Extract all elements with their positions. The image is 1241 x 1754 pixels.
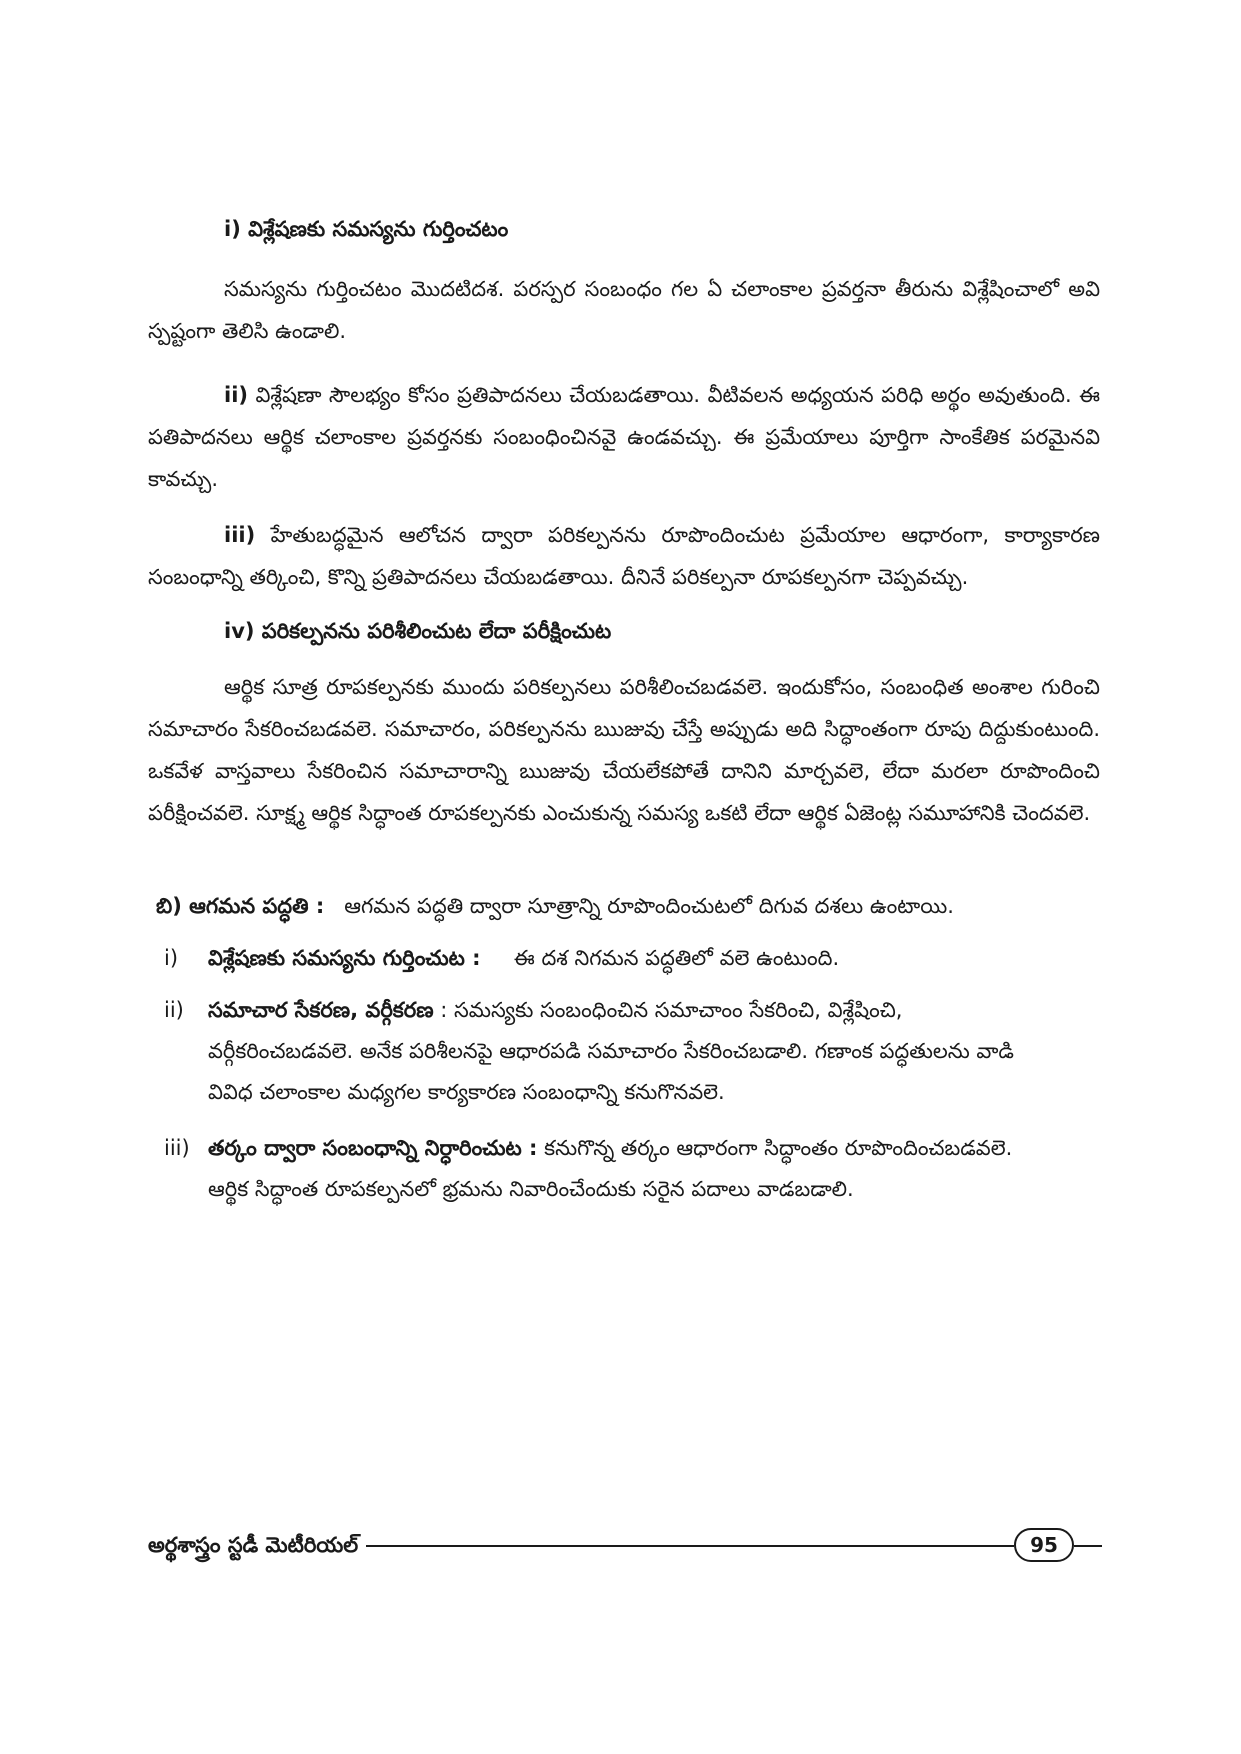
section-iii-paragraph [148, 514, 1100, 598]
section-iv-heading: iv) పరికల్పనను పరిశీలించుట లేదా పరీక్షించుట [224, 619, 612, 643]
step-2-lead: సమాచార సేకరణ, వర్గీకరణ [208, 998, 434, 1022]
step-1-lead: విశ్లేషణకు సమస్యను గుర్తించుట : [208, 946, 481, 970]
section-b-lead: బి) ఆగమన పద్ధతి : [156, 894, 325, 918]
step-1-body: ఈ దశ నిగమన పద్ధతిలో వలె ఉంటుంది. [513, 946, 840, 970]
section-i-heading: i) విశ్లేషణకు సమస్యను గుర్తించటం [224, 217, 509, 241]
step-3-number: iii) [164, 1136, 190, 1160]
section-iii-body: హేతుబద్ధమైన ఆలోచన ద్వారా పరికల్పనను రూపొందించుట ప్రమేయాల ఆధారంగా, కార్యాకారణ సంబంధాన్ని తర్కించి, కొన్ని ప్రతిపాదనలు చేయబడతాయి. దీనినే పరికల్పనా రూపకల్పనగా చెప్పవచ్చు. [148, 523, 1100, 589]
section-i-paragraph [148, 268, 1100, 352]
step-3 [164, 1128, 1064, 1210]
section-ii-lead: ii) [224, 383, 248, 407]
section-ii-body: విశ్లేషణా సౌలభ్యం కోసం ప్రతిపాదనలు చేయబడతాయి. వీటివలన అధ్యయన పరిధి అర్థం అవుతుంది. ఈ పతిపాదనలు ఆర్థిక చలాంకాల ప్రవర్తనకు సంబంధించినవై ఉండవచ్చు. ఈ ప్రమేయాలు పూర్తిగా సాంకేతిక పరమైనవి కావచ్చు. [148, 383, 1100, 491]
step-3-body: కనుగొన్న తర్కం ఆధారంగా సిద్ధాంతం రూపొందించబడవలె. ఆర్థిక సిద్ధాంత రూపకల్పనలో భ్రమను నివారించేందుకు సరైన పదాలు వాడబడాలి. [208, 1136, 1013, 1201]
section-ii-paragraph [148, 374, 1100, 500]
section-iv-body: ఆర్థిక సూత్ర రూపకల్పనకు ముందు పరికల్పనలు పరిశీలించబడవలె. ఇందుకోసం, సంబంధిత అంశాల గురించి సమాచారం సేకరించబడవలె. సమాచారం, పరికల్పనను ఋజువు చేస్తే అప్పుడు అది సిద్ధాంతంగా రూపు దిద్దుకుంటుంది. ఒకవేళ వాస్తవాలు సేకరించిన సమాచారాన్ని ఋజువు చేయలేకపోతే దానిని మార్చవలె, లేదా మరలా రూపొందించి పరీక్షించవలె. సూక్ష్మ ఆర్థిక సిద్ధాంత రూపకల్పనకు ఎంచుకున్న సమస్య ఒకటి లేదా ఆర్థిక ఏజెంట్ల సమూహానికి చెందవలె. [148, 675, 1100, 825]
page-number: 95 [1014, 1528, 1074, 1562]
footer-rule-end [1074, 1545, 1102, 1547]
footer-title: అర్థశాస్త్రం స్టడీ మెటీరియల్ [148, 1533, 359, 1557]
footer-rule [366, 1545, 1014, 1547]
section-iv-paragraph [148, 666, 1100, 834]
section-b-line [156, 886, 1096, 927]
section-b-body: ఆగమన పద్ధతి ద్వారా సూత్రాన్ని రూపొందించుటలో దిగువ దశలు ఉంటాయి. [344, 894, 954, 918]
step-3-lead: తర్కం ద్వారా సంబంధాన్ని నిర్ధారించుట : [208, 1136, 538, 1160]
step-2-number: ii) [164, 998, 184, 1022]
section-i-body: సమస్యను గుర్తించటం మొదటిదశ. పరస్పర సంబంధం గల ఏ చలాంకాల ప్రవర్తనా తీరును విశ్లేషించాలో అవి స్పష్టంగా తెలిసి ఉండాలి. [148, 277, 1100, 343]
step-1-number: i) [164, 946, 179, 970]
step-1 [164, 938, 1064, 979]
section-iii-lead: iii) [224, 523, 256, 547]
step-2 [164, 990, 1064, 1113]
step-2-body: : సమస్యకు సంబంధించిన సమాచాంం సేకరించి, విశ్లేషించి, వర్గీకరించబడవలె. అనేక పరిశీలనపై ఆధారపడి సమాచారం సేకరించబడాలి. గణాంక పద్ధతులను వాడి వివిధ చలాంకాల మధ్యగల కార్యకారణ సంబంధాన్ని కనుగొనవలె. [208, 998, 1014, 1104]
